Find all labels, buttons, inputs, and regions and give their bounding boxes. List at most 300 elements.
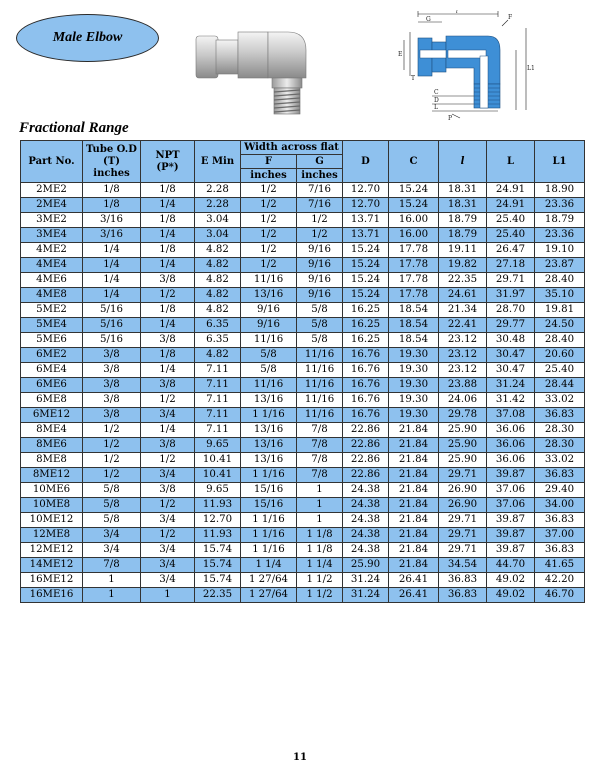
cell-g: 9/16 <box>297 273 343 288</box>
table-row <box>21 243 585 258</box>
cell-l: 31.97 <box>487 288 535 303</box>
cell-c: 15.24 <box>389 198 439 213</box>
cell-tube-od: 3/8 <box>83 348 141 363</box>
cell-d: 15.24 <box>343 273 389 288</box>
product-title-oval <box>16 14 159 62</box>
table-row <box>21 558 585 573</box>
cell-g: 11/16 <box>297 378 343 393</box>
cell-l1: 41.65 <box>535 558 585 573</box>
cell-d: 24.38 <box>343 513 389 528</box>
cell-d: 16.76 <box>343 408 389 423</box>
cell-l-small: 29.71 <box>439 468 487 483</box>
cell-e-min: 9.65 <box>195 483 241 498</box>
cell-l1: 19.10 <box>535 243 585 258</box>
cell-g: 11/16 <box>297 408 343 423</box>
cell-c: 21.84 <box>389 513 439 528</box>
cell-l1: 36.83 <box>535 468 585 483</box>
header-c: C <box>389 141 439 183</box>
cell-d: 22.86 <box>343 453 389 468</box>
cell-d: 16.76 <box>343 378 389 393</box>
cell-tube-od: 5/16 <box>83 303 141 318</box>
cell-tube-od: 1/4 <box>83 258 141 273</box>
cell-tube-od: 5/8 <box>83 483 141 498</box>
cell-part-no: 8ME6 <box>21 438 83 453</box>
cell-e-min: 4.82 <box>195 243 241 258</box>
cell-g: 1 1/4 <box>297 558 343 573</box>
cell-l-small: 25.90 <box>439 438 487 453</box>
cell-tube-od: 3/4 <box>83 528 141 543</box>
cell-part-no: 5ME4 <box>21 318 83 333</box>
cell-l: 39.87 <box>487 528 535 543</box>
cell-d: 12.70 <box>343 183 389 198</box>
cell-c: 26.41 <box>389 588 439 603</box>
cell-d: 22.86 <box>343 468 389 483</box>
table-row <box>21 528 585 543</box>
cell-c: 21.84 <box>389 558 439 573</box>
cell-e-min: 3.04 <box>195 228 241 243</box>
cell-f: 13/16 <box>241 423 297 438</box>
cell-f: 1/2 <box>241 243 297 258</box>
cell-l: 39.87 <box>487 513 535 528</box>
dim-label-c: C <box>434 89 439 96</box>
table-row <box>21 483 585 498</box>
cell-f: 11/16 <box>241 378 297 393</box>
cell-c: 16.00 <box>389 213 439 228</box>
cell-c: 19.30 <box>389 378 439 393</box>
header-width-across-flat: Width across flat <box>241 141 343 155</box>
cell-l: 31.24 <box>487 378 535 393</box>
cell-l: 39.87 <box>487 468 535 483</box>
cell-g: 11/16 <box>297 348 343 363</box>
cell-f: 1/2 <box>241 198 297 213</box>
table-row <box>21 213 585 228</box>
cell-f: 1 1/16 <box>241 468 297 483</box>
cell-c: 21.84 <box>389 483 439 498</box>
table-row <box>21 453 585 468</box>
cell-l: 27.18 <box>487 258 535 273</box>
cell-part-no: 10ME6 <box>21 483 83 498</box>
cell-l: 31.42 <box>487 393 535 408</box>
cell-g: 1 <box>297 483 343 498</box>
cell-npt: 1/8 <box>141 183 195 198</box>
cell-l-small: 23.88 <box>439 378 487 393</box>
cell-l-small: 19.82 <box>439 258 487 273</box>
header-tube-od: Tube O.D (T) inches <box>83 141 141 183</box>
cell-c: 26.41 <box>389 573 439 588</box>
cell-tube-od: 1/4 <box>83 288 141 303</box>
cell-l: 30.47 <box>487 348 535 363</box>
cell-part-no: 6ME12 <box>21 408 83 423</box>
cell-d: 13.71 <box>343 228 389 243</box>
cell-d: 16.76 <box>343 348 389 363</box>
cell-f: 9/16 <box>241 303 297 318</box>
dim-label-l: l <box>456 10 458 15</box>
cell-g: 11/16 <box>297 393 343 408</box>
cell-part-no: 2ME2 <box>21 183 83 198</box>
cell-d: 16.76 <box>343 393 389 408</box>
cell-tube-od: 1/4 <box>83 243 141 258</box>
cell-part-no: 6ME4 <box>21 363 83 378</box>
cell-e-min: 9.65 <box>195 438 241 453</box>
cell-g: 1 <box>297 513 343 528</box>
cell-c: 17.78 <box>389 258 439 273</box>
cell-l-small: 23.12 <box>439 348 487 363</box>
cell-l: 28.70 <box>487 303 535 318</box>
cell-g: 9/16 <box>297 258 343 273</box>
cell-l1: 23.36 <box>535 228 585 243</box>
cell-l: 30.47 <box>487 363 535 378</box>
header-l: L <box>487 141 535 183</box>
cell-tube-od: 5/8 <box>83 513 141 528</box>
cell-l-small: 36.83 <box>439 588 487 603</box>
cell-l1: 33.02 <box>535 453 585 468</box>
cell-l-small: 21.34 <box>439 303 487 318</box>
cell-f: 1 1/4 <box>241 558 297 573</box>
table-row <box>21 303 585 318</box>
cell-g: 7/8 <box>297 468 343 483</box>
dim-label-l1: L1 <box>527 65 535 72</box>
cell-npt: 1/8 <box>141 213 195 228</box>
cell-l-small: 25.90 <box>439 453 487 468</box>
cell-l1: 28.30 <box>535 423 585 438</box>
cell-l-small: 18.79 <box>439 228 487 243</box>
cell-l-small: 18.31 <box>439 198 487 213</box>
cell-l1: 36.83 <box>535 408 585 423</box>
cell-npt: 1/2 <box>141 498 195 513</box>
table-row <box>21 423 585 438</box>
cell-npt: 1/4 <box>141 363 195 378</box>
cell-e-min: 7.11 <box>195 363 241 378</box>
cell-d: 31.24 <box>343 573 389 588</box>
table-row <box>21 468 585 483</box>
cell-g: 7/16 <box>297 198 343 213</box>
cell-npt: 3/4 <box>141 558 195 573</box>
cell-e-min: 15.74 <box>195 573 241 588</box>
cell-f: 13/16 <box>241 393 297 408</box>
cell-g: 1 1/8 <box>297 543 343 558</box>
cell-tube-od: 5/16 <box>83 333 141 348</box>
header-g: G <box>297 155 343 169</box>
dim-label-t: T <box>411 75 416 82</box>
cell-d: 15.24 <box>343 243 389 258</box>
cell-part-no: 6ME6 <box>21 378 83 393</box>
cell-l-small: 18.31 <box>439 183 487 198</box>
cell-f: 13/16 <box>241 288 297 303</box>
cell-l1: 23.36 <box>535 198 585 213</box>
cell-part-no: 3ME2 <box>21 213 83 228</box>
cell-f: 5/8 <box>241 363 297 378</box>
table-row <box>21 543 585 558</box>
cell-part-no: 8ME8 <box>21 453 83 468</box>
cell-c: 19.30 <box>389 408 439 423</box>
cell-tube-od: 1/2 <box>83 438 141 453</box>
dim-label-big-l: L <box>434 104 438 111</box>
header-l1: L1 <box>535 141 585 183</box>
cell-l: 37.08 <box>487 408 535 423</box>
cell-l-small: 34.54 <box>439 558 487 573</box>
cell-npt: 3/8 <box>141 438 195 453</box>
cell-npt: 3/4 <box>141 573 195 588</box>
cell-g: 7/8 <box>297 438 343 453</box>
cell-c: 21.84 <box>389 423 439 438</box>
cell-f: 13/16 <box>241 453 297 468</box>
cell-part-no: 4ME2 <box>21 243 83 258</box>
cell-part-no: 4ME4 <box>21 258 83 273</box>
cell-npt: 3/4 <box>141 408 195 423</box>
cell-npt: 1/4 <box>141 318 195 333</box>
cell-d: 22.86 <box>343 423 389 438</box>
cell-f: 15/16 <box>241 498 297 513</box>
cell-l-small: 22.41 <box>439 318 487 333</box>
cell-c: 21.84 <box>389 543 439 558</box>
cell-l1: 28.44 <box>535 378 585 393</box>
cell-e-min: 11.93 <box>195 528 241 543</box>
cell-g: 5/8 <box>297 333 343 348</box>
cell-d: 24.38 <box>343 543 389 558</box>
cell-e-min: 6.35 <box>195 318 241 333</box>
cell-tube-od: 1/2 <box>83 423 141 438</box>
cell-f: 13/16 <box>241 438 297 453</box>
dim-label-g: G <box>426 16 431 23</box>
table-row <box>21 408 585 423</box>
cell-f: 11/16 <box>241 273 297 288</box>
cell-e-min: 7.11 <box>195 408 241 423</box>
cell-npt: 3/8 <box>141 483 195 498</box>
cell-l: 37.06 <box>487 498 535 513</box>
cell-l1: 28.30 <box>535 438 585 453</box>
cell-tube-od: 3/8 <box>83 378 141 393</box>
cell-l1: 18.90 <box>535 183 585 198</box>
table-row <box>21 258 585 273</box>
cell-f: 1/2 <box>241 258 297 273</box>
cell-l: 25.40 <box>487 213 535 228</box>
cell-d: 16.76 <box>343 363 389 378</box>
cell-l: 49.02 <box>487 588 535 603</box>
cell-c: 18.54 <box>389 333 439 348</box>
cell-l-small: 29.71 <box>439 543 487 558</box>
header-g-unit: inches <box>297 169 343 183</box>
table-row <box>21 498 585 513</box>
table-body <box>21 183 585 603</box>
page-number: 11 <box>293 752 307 763</box>
cell-l-small: 29.71 <box>439 528 487 543</box>
table-row <box>21 393 585 408</box>
cell-l1: 25.40 <box>535 363 585 378</box>
cell-e-min: 7.11 <box>195 378 241 393</box>
cell-l1: 23.87 <box>535 258 585 273</box>
elbow-fitting-photo <box>188 18 328 118</box>
cell-c: 19.30 <box>389 363 439 378</box>
header-l-small: l <box>439 141 487 183</box>
cell-npt: 3/4 <box>141 543 195 558</box>
cell-e-min: 10.41 <box>195 453 241 468</box>
cell-l-small: 26.90 <box>439 498 487 513</box>
cell-c: 19.30 <box>389 348 439 363</box>
cell-l1: 20.60 <box>535 348 585 363</box>
cell-l: 24.91 <box>487 183 535 198</box>
cell-l: 25.40 <box>487 228 535 243</box>
cell-d: 15.24 <box>343 258 389 273</box>
cell-l-small: 19.11 <box>439 243 487 258</box>
cell-c: 18.54 <box>389 318 439 333</box>
cell-f: 11/16 <box>241 333 297 348</box>
cell-l1: 19.81 <box>535 303 585 318</box>
cell-f: 1 1/16 <box>241 528 297 543</box>
cell-tube-od: 3/16 <box>83 213 141 228</box>
cell-npt: 1/8 <box>141 303 195 318</box>
cell-part-no: 5ME6 <box>21 333 83 348</box>
cell-part-no: 16ME16 <box>21 588 83 603</box>
cell-e-min: 4.82 <box>195 258 241 273</box>
cell-l: 29.77 <box>487 318 535 333</box>
dim-label-p: P <box>448 115 453 122</box>
cell-c: 18.54 <box>389 303 439 318</box>
table-row <box>21 228 585 243</box>
cell-f: 5/8 <box>241 348 297 363</box>
dim-label-f: F <box>508 14 513 21</box>
cell-g: 7/8 <box>297 453 343 468</box>
cell-tube-od: 1 <box>83 588 141 603</box>
dim-label-e: E <box>398 51 403 58</box>
cell-tube-od: 1/8 <box>83 183 141 198</box>
table-row <box>21 183 585 198</box>
cell-tube-od: 3/16 <box>83 228 141 243</box>
cell-l: 26.47 <box>487 243 535 258</box>
cell-npt: 1/4 <box>141 423 195 438</box>
cell-part-no: 3ME4 <box>21 228 83 243</box>
cell-g: 9/16 <box>297 288 343 303</box>
cell-part-no: 8ME4 <box>21 423 83 438</box>
cell-e-min: 4.82 <box>195 348 241 363</box>
cell-e-min: 12.70 <box>195 513 241 528</box>
cell-e-min: 15.74 <box>195 558 241 573</box>
cell-npt: 3/8 <box>141 333 195 348</box>
cell-tube-od: 3/8 <box>83 393 141 408</box>
cell-l1: 42.20 <box>535 573 585 588</box>
cell-l1: 34.00 <box>535 498 585 513</box>
cell-l1: 28.40 <box>535 333 585 348</box>
cell-e-min: 7.11 <box>195 423 241 438</box>
cell-e-min: 10.41 <box>195 468 241 483</box>
cell-npt: 1/4 <box>141 198 195 213</box>
cell-l: 36.06 <box>487 423 535 438</box>
cell-l-small: 24.61 <box>439 288 487 303</box>
cell-e-min: 7.11 <box>195 393 241 408</box>
table-row <box>21 348 585 363</box>
cell-g: 1 <box>297 498 343 513</box>
cell-e-min: 22.35 <box>195 588 241 603</box>
cell-f: 1 27/64 <box>241 588 297 603</box>
cell-part-no: 2ME4 <box>21 198 83 213</box>
table-row <box>21 333 585 348</box>
cell-part-no: 6ME2 <box>21 348 83 363</box>
cell-l-small: 36.83 <box>439 573 487 588</box>
section-title: Fractional Range <box>19 120 129 136</box>
cell-npt: 3/8 <box>141 378 195 393</box>
cell-npt: 1/2 <box>141 393 195 408</box>
cell-f: 15/16 <box>241 483 297 498</box>
cell-part-no: 12ME8 <box>21 528 83 543</box>
cell-l1: 24.50 <box>535 318 585 333</box>
cell-tube-od: 1/8 <box>83 198 141 213</box>
cell-l-small: 22.35 <box>439 273 487 288</box>
cell-c: 16.00 <box>389 228 439 243</box>
cell-g: 9/16 <box>297 243 343 258</box>
cell-c: 17.78 <box>389 273 439 288</box>
table-row <box>21 273 585 288</box>
cell-tube-od: 5/16 <box>83 318 141 333</box>
cell-tube-od: 1/2 <box>83 453 141 468</box>
table-row <box>21 198 585 213</box>
cell-e-min: 3.04 <box>195 213 241 228</box>
cell-part-no: 6ME8 <box>21 393 83 408</box>
cell-f: 1 1/16 <box>241 543 297 558</box>
cell-tube-od: 5/8 <box>83 498 141 513</box>
cell-e-min: 4.82 <box>195 303 241 318</box>
table-row <box>21 318 585 333</box>
table-row <box>21 288 585 303</box>
header-e-min: E Min <box>195 141 241 183</box>
cell-npt: 1/2 <box>141 528 195 543</box>
cell-c: 15.24 <box>389 183 439 198</box>
table-row <box>21 363 585 378</box>
cell-l1: 35.10 <box>535 288 585 303</box>
cell-c: 21.84 <box>389 528 439 543</box>
cell-l-small: 24.06 <box>439 393 487 408</box>
cell-tube-od: 1 <box>83 573 141 588</box>
header-npt: NPT (P*) <box>141 141 195 183</box>
cell-npt: 3/4 <box>141 468 195 483</box>
cell-c: 21.84 <box>389 453 439 468</box>
cell-l-small: 23.12 <box>439 363 487 378</box>
cell-l-small: 29.71 <box>439 513 487 528</box>
table-row <box>21 513 585 528</box>
cell-l: 36.06 <box>487 438 535 453</box>
cell-l: 24.91 <box>487 198 535 213</box>
cell-g: 1 1/2 <box>297 588 343 603</box>
cell-npt: 1 <box>141 588 195 603</box>
cell-d: 25.90 <box>343 558 389 573</box>
cell-l: 44.70 <box>487 558 535 573</box>
cell-part-no: 10ME12 <box>21 513 83 528</box>
cell-d: 24.38 <box>343 483 389 498</box>
cell-d: 24.38 <box>343 528 389 543</box>
cell-part-no: 10ME8 <box>21 498 83 513</box>
cell-d: 24.38 <box>343 498 389 513</box>
product-title: Male Elbow <box>52 30 123 45</box>
cell-l: 29.71 <box>487 273 535 288</box>
cell-l1: 36.83 <box>535 543 585 558</box>
cell-l: 39.87 <box>487 543 535 558</box>
cell-npt: 3/8 <box>141 273 195 288</box>
cell-npt: 3/4 <box>141 513 195 528</box>
cell-part-no: 16ME12 <box>21 573 83 588</box>
table-row <box>21 573 585 588</box>
cell-part-no: 4ME6 <box>21 273 83 288</box>
cell-f: 1/2 <box>241 183 297 198</box>
cell-g: 1/2 <box>297 228 343 243</box>
cell-g: 7/8 <box>297 423 343 438</box>
cell-g: 5/8 <box>297 318 343 333</box>
cell-e-min: 2.28 <box>195 183 241 198</box>
cell-l-small: 29.78 <box>439 408 487 423</box>
cell-d: 16.25 <box>343 303 389 318</box>
cell-part-no: 14ME12 <box>21 558 83 573</box>
cell-f: 1 1/16 <box>241 513 297 528</box>
cell-c: 17.78 <box>389 288 439 303</box>
header-f-unit: inches <box>241 169 297 183</box>
cell-c: 21.84 <box>389 468 439 483</box>
